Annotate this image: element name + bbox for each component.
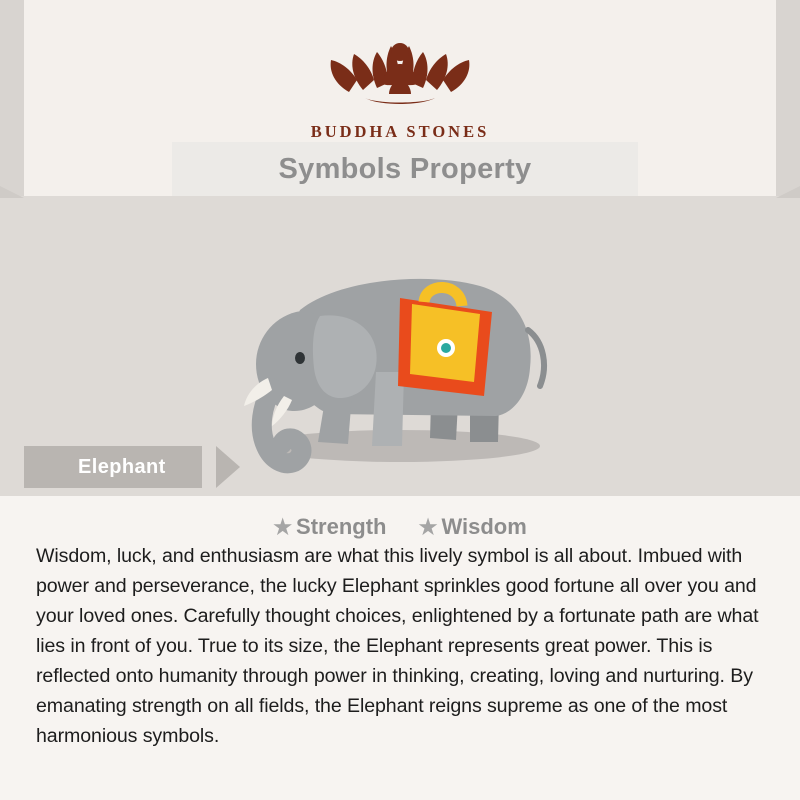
page-title: Symbols Property — [278, 152, 532, 185]
symbol-label-tag — [24, 446, 202, 488]
keyword-wisdom — [419, 514, 527, 539]
star-icon: ★ — [418, 516, 438, 539]
star-icon: ★ — [273, 516, 293, 539]
decorative-notch-left — [0, 186, 24, 198]
brand-name: BUDDHA STONES — [310, 122, 490, 141]
keyword-strength-label: Strength — [296, 514, 387, 539]
description-text: Wisdom, luck, and enthusiasm are what this lively symbol is all about. Imbued with power and perseverance, the lucky Elephant sprinkles good fortune all over you and your loved ones. Carefully thought choices, enlightened by a fortunate path are what lies in front of you. True to its size, the Elephant represents great power. This is reflected onto humanity through power in thinking, creating, loving and nurturing. By emanating strength on all fields, the Elephant reigns supreme as one of the most harmonious symbols. — [36, 545, 759, 747]
keyword-wisdom-label: Wisdom — [441, 514, 527, 539]
symbol-label: Elephant — [78, 455, 166, 478]
lotus-meditation-figure-icon — [305, 18, 495, 118]
keyword-list — [0, 514, 800, 540]
label-tag-arrow — [216, 446, 240, 488]
brand-logo — [0, 18, 800, 142]
keyword-strength — [273, 514, 392, 539]
title-plate — [172, 142, 638, 196]
decorative-notch-right — [776, 186, 800, 198]
